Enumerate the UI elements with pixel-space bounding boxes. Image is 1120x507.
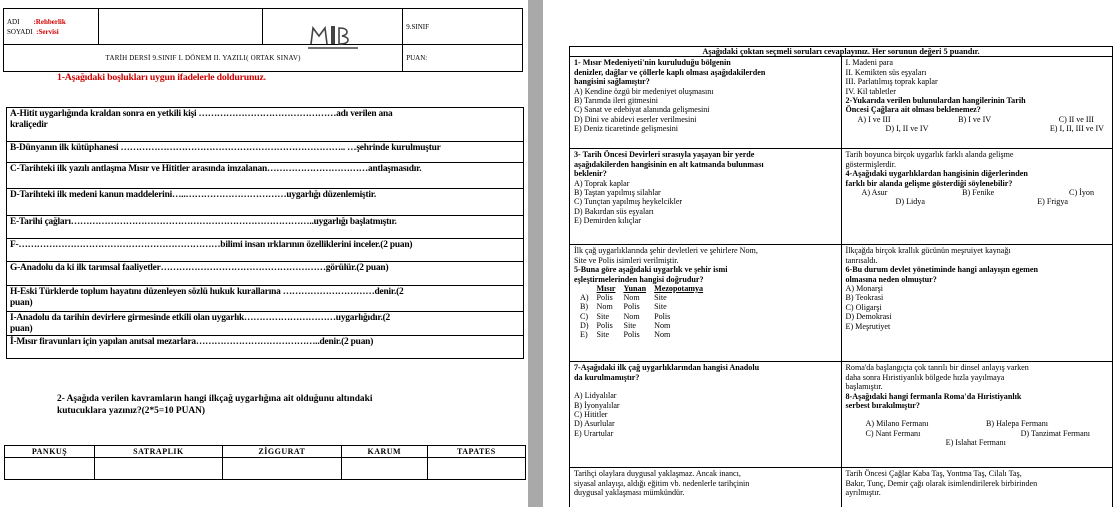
q5-stem-line: eşleştirmelerinden hangisi doğrudur?	[574, 274, 704, 284]
q5-option-row	[576, 330, 707, 339]
fill-item-row	[7, 142, 523, 163]
q8-pre-line: başlamıştır.	[845, 382, 883, 392]
q3-options	[574, 179, 837, 226]
q1-options-line: E) Deniz ticaretinde gelişmesini	[574, 124, 679, 134]
fill-item-text: C-Tarihteki ilk yazılı antlaşma Mısır ve Hititler arasında imzalanan……………………………antlaşmasıdır.	[10, 164, 422, 174]
q3-stem-line: beklenir?	[574, 169, 607, 179]
sinif-cell: 9.SINIF	[403, 9, 523, 45]
q5-header: Mısır	[596, 284, 616, 294]
q3-options-line: E) Demirden kılıçlar	[574, 216, 641, 226]
q4-stem-line: farklı bir alanda gelişme gösterdiği söylenebilir?	[845, 178, 1013, 188]
soyadi-value: :Servisi	[36, 27, 59, 36]
q7-options-line: B) İyonyalılar	[574, 400, 620, 410]
q2-items-line: IV. Kil tabletler	[845, 86, 896, 96]
q6-pre	[846, 246, 1109, 265]
q4-options-row2	[846, 197, 1109, 206]
q6-options-line: B) Teokrasi	[845, 293, 884, 303]
fill-item-text: puan)	[10, 324, 33, 334]
option-choice: D) Tanzimat Fermanı	[1020, 428, 1090, 438]
q5-stem-line: 5-Buna göre aşağıdaki uygarlık ve şehir ismi	[574, 265, 728, 275]
q5-header: Yunan	[623, 284, 647, 294]
q3-options-line: A) Toprak kaplar	[574, 178, 630, 188]
q5-cell: Polis	[596, 320, 613, 330]
q5-option-row	[576, 312, 707, 321]
q6-options-line: E) Meşrutiyet	[845, 321, 891, 331]
q5-pre	[574, 246, 837, 265]
q6-options	[846, 284, 1109, 331]
concept-header: PANKUŞ	[5, 446, 95, 458]
q7-options-line: E) Urartular	[574, 428, 614, 438]
fill-item-text: D-Tarihteki ilk medeni kanun maddelerini…..……………………………uygarlığı düzenlemiştir.	[10, 190, 377, 200]
q7-stem-line: da kurulmamıştır?	[574, 372, 640, 382]
q5-cell: Site	[596, 311, 610, 321]
q5-cell: C)	[580, 311, 589, 321]
q4-pre-line: Tarih boyunca birçok uygarlık farklı alanda gelişme	[845, 150, 1014, 160]
q6-stem-line: 6-Bu durum devlet yönetiminde hangi anlayışın egemen	[845, 265, 1038, 275]
fill-item-row	[7, 262, 523, 286]
option-choice: E) I, II, III ve IV	[1049, 124, 1104, 134]
q1-options	[574, 87, 837, 134]
exam-header-table	[3, 8, 523, 72]
option-choice: A) Asur	[861, 188, 888, 198]
exam-title: TARİH DERSİ 9.SINIF I. DÖNEM II. YAZILI( ORTAK SINAV)	[4, 45, 403, 72]
bottom-right-passage-line: Tarih Öncesi Çağlar Kaba Taş, Yontma Taş, Cilalı Taş,	[845, 469, 1022, 479]
fill-item-row	[7, 163, 523, 189]
fill-item-row	[7, 216, 523, 239]
q5-option-row	[576, 293, 707, 302]
option-choice: A) Milano Fermanı	[865, 419, 929, 429]
puan-cell: PUAN:	[403, 45, 523, 72]
adi-value: :Rehberlik	[33, 17, 66, 26]
q3-options-line: B) Taştan yapılmış silahlar	[574, 188, 661, 198]
q5-cell: Nom	[623, 293, 640, 303]
q5-cell: Nom	[654, 330, 671, 340]
adi-label: ADI	[7, 17, 20, 26]
q6-options-line: D) Demokrasi	[845, 312, 892, 322]
q3-options-line: C) Tunçtan yapılmış heykelcikler	[574, 197, 683, 207]
question-2	[841, 57, 1113, 149]
q4-stem-line: 4-Aşağıdaki uygarlıklardan hangisinin diğerlerinden	[845, 169, 1028, 179]
q8-pre-line: Roma'da başlangıçta çok tanrılı bir dinsel anlayış varken	[845, 363, 1029, 373]
concept-answer-box[interactable]	[5, 458, 95, 480]
option-choice: E) Islahat Fermanı	[945, 438, 1006, 448]
q6-options-line: A) Monarşi	[845, 284, 884, 294]
soyadi-label: SOYADI	[7, 27, 33, 36]
q7-stem-line: 7-Aşağıdaki ilk çağ uygarlıklarından hangisi Anadolu	[574, 363, 760, 373]
bottom-right-passage-line: ayrılmıştır.	[845, 488, 881, 498]
q5-cell: A)	[580, 293, 589, 303]
right-document-page	[543, 0, 1120, 507]
bottom-left-passage-line: duygusal yaklaşması mümkündür.	[574, 488, 685, 498]
question-8	[841, 362, 1113, 468]
q2-stem-line: Öncesi Çağlara ait olması beklenemez?	[845, 105, 981, 115]
q5-cell: Polis	[654, 311, 671, 321]
q5-cell: B)	[580, 302, 589, 312]
question-1	[570, 57, 842, 149]
q5-cell: Polis	[623, 302, 640, 312]
option-choice: B) I ve IV	[958, 114, 992, 124]
q5-cell: Polis	[596, 293, 613, 303]
q6-stem	[846, 265, 1109, 284]
section1-title: 1-Aşağıdaki boşlukları uygun ifadelerle doldurunuz.	[57, 72, 266, 83]
fill-item-text: I-Anadolu da tarihin devirlere girmesinde etkili olan uygarlık…………………………uygarlığıdır.(2	[10, 313, 391, 323]
q5-cell: Nom	[654, 320, 671, 330]
q1-stem-line: 1- Mısır Medeniyeti'nin kuruluduğu bölgenin	[574, 58, 731, 68]
q5-match-table	[576, 284, 707, 339]
concept-header: ZİGGURAT	[222, 446, 341, 458]
q8-stem-line: 8-Aşağıdaki hangi fermanla Roma'da Hıristiyanlık	[845, 391, 1022, 401]
q7-options-line: C) Hititler	[574, 410, 608, 420]
q8-options-row1	[846, 419, 1109, 428]
bottom-left-passage	[570, 468, 842, 507]
fill-item-text: puan)	[10, 298, 33, 308]
question-5	[570, 245, 842, 362]
q2-items-line: I. Madeni para	[845, 58, 893, 68]
option-choice: A) I ve III	[857, 114, 891, 124]
q2-items	[846, 58, 1109, 96]
concept-answer-box[interactable]	[427, 458, 525, 480]
question-6	[841, 245, 1113, 362]
section2-line2: kutucuklara yazınız?(2*5=10 PUAN)	[57, 405, 206, 416]
q1-stem-line: hangisini sağlamıştır?	[574, 77, 650, 87]
q7-options-line: A) Lidyalılar	[574, 391, 617, 401]
q1-options-line: C) Sanat ve edebiyat alanında gelişmesini	[574, 105, 710, 115]
student-info-cell	[4, 9, 99, 45]
q6-options-line: C) Oligarşi	[845, 302, 882, 312]
option-choice: B) Halepa Fermanı	[985, 419, 1048, 429]
logo-cell	[263, 9, 403, 45]
concept-header: KARUM	[341, 446, 427, 458]
q3-stem	[574, 150, 837, 178]
q5-header: Mezopotamya	[654, 284, 704, 294]
option-choice: C) Nant Fermanı	[865, 428, 921, 438]
q5-cell: Site	[654, 302, 667, 312]
q5-option-row	[576, 302, 707, 311]
q4-pre	[846, 150, 1109, 169]
option-choice: D) I, II ve IV	[885, 124, 929, 134]
question-3	[570, 149, 842, 245]
q8-options-row3	[846, 438, 1109, 447]
q1-stem	[574, 58, 837, 86]
q7-options-line: D) Asurlular	[574, 419, 615, 429]
q5-cell: Site	[623, 320, 637, 330]
fill-item-row	[7, 189, 523, 216]
question-4	[841, 149, 1113, 245]
option-choice: B) Fenike	[962, 188, 995, 198]
q6-pre-line: İlkçağda birçok krallık gücünün meşruiyet kaynağı	[845, 246, 1011, 256]
fill-item-row	[7, 286, 523, 312]
q4-pre-line: göstermişlerdir.	[845, 159, 897, 169]
bottom-left-passage-line: siyasal anlayışı, aldığı eğitim vb. nedenlerle tarihçinin	[574, 478, 750, 488]
q5-blank-header	[576, 284, 593, 293]
q2-stem	[846, 96, 1109, 115]
fill-item-row	[7, 336, 523, 358]
q5-cell: Site	[654, 293, 667, 303]
section2-instructions	[57, 394, 372, 417]
q2-options-row1	[846, 115, 1109, 124]
meb-logo-icon	[306, 22, 360, 52]
concept-answer-box[interactable]	[341, 458, 427, 480]
fill-item-text: kraliçedir	[10, 120, 48, 130]
fill-item-text: İ-Mısır firavunları için yapılan anıtsal mezarlara…………………………………..denir.(2 puan)	[10, 337, 374, 347]
q5-pre-line: Site ve Polis isimleri verilmiştir.	[574, 255, 679, 265]
fill-item-text: F-…………………………………………………………bilimi insan ırklarının özelliklerini inceler.(2 puan)	[10, 240, 413, 250]
concept-answer-box[interactable]	[95, 458, 223, 480]
q1-stem-line: denizler, dağlar ve çöllerle kaplı olması aşağıdakilerden	[574, 67, 766, 77]
q2-items-line: III. Parlatılmış toprak kaplar	[845, 77, 938, 87]
q8-options-row2	[846, 429, 1109, 438]
q5-cell: Site	[596, 330, 610, 340]
bottom-left-passage-line: Tarihçi olaylara duygusal yaklaşmaz. Ancak inancı,	[574, 469, 741, 479]
fill-item-row	[7, 108, 523, 142]
q5-cell: E)	[580, 330, 588, 340]
option-choice: E) Frigya	[1037, 197, 1068, 207]
concept-answer-table	[4, 445, 526, 480]
bottom-right-passage	[841, 468, 1113, 507]
fill-item-text: A-Hitit uygarlığında kraldan sonra en yetkili kişi ………………………………………adı verilen ana	[10, 109, 393, 119]
question-7	[570, 362, 842, 468]
q8-stem-line: serbest bırakılmıştır?	[845, 401, 920, 411]
fill-item-text: G-Anadolu da ki ilk tarımsal faaliyetler………………………………………………görülür.(2 puan)	[10, 263, 389, 273]
q5-cell: D)	[580, 320, 589, 330]
bottom-right-passage-line: Bakır, Tunç, Demir çağı olarak isimlendirilerek birbirinden	[845, 478, 1038, 488]
q1-options-line: B) Tarımda ileri gitmesini	[574, 96, 659, 106]
option-choice: C) İyon	[1069, 188, 1094, 198]
option-choice: C) II ve III	[1058, 114, 1094, 124]
q5-pre-line: İlk çağ uygarlıklarında şehir devletleri ve şehirlere Nom,	[574, 246, 758, 256]
q1-options-line: A) Kendine özgü bir medeniyet oluşmasını	[574, 86, 714, 96]
q2-stem-line: 2-Yukarıda verilen bulunulardan hangilerinin Tarih	[845, 96, 1026, 106]
q8-pre	[846, 363, 1109, 391]
q3-stem-line: 3- Tarih Öncesi Devirleri sırasıyla yaşayan bir yerde	[574, 150, 755, 160]
q7-stem	[574, 363, 837, 382]
fill-in-blank-box	[6, 107, 524, 359]
q4-options-row1	[846, 188, 1109, 197]
q1-options-line: D) Dini ve abidevi eserler verilmesini	[574, 114, 697, 124]
concept-answer-box[interactable]	[222, 458, 341, 480]
q3-options-line: D) Bakırdan süs eşyaları	[574, 206, 654, 216]
q5-header-row	[576, 284, 707, 293]
q5-stem	[574, 265, 837, 284]
fill-item-row	[7, 239, 523, 262]
q2-items-line: II. Kemikten süs eşyaları	[845, 67, 927, 77]
q4-stem	[846, 169, 1109, 188]
q5-cell: Polis	[623, 330, 640, 340]
q6-stem-line: olmasına neden olmuştur?	[845, 274, 937, 284]
section2-line1: 2- Aşağıda verilen kavramların hangi ilkçağ uygarlığına ait olduğunu altındaki	[57, 394, 373, 404]
q6-pre-line: tanrısaldı.	[845, 255, 878, 265]
fill-item-text: B-Dünyanın ilk kütüphanesi ……………………………………………………………….. …şehrinde kurulmuştur	[10, 143, 441, 153]
fill-item-row	[7, 312, 523, 336]
concept-header: SATRAPLIK	[95, 446, 223, 458]
mc-intro: Aşağıdaki çoktan seçmeli soruları cevaplayınız. Her sorunun değeri 5 puandır.	[570, 47, 1113, 57]
q2-options-row2	[846, 124, 1109, 133]
fill-item-text: H-Eski Türklerde toplum hayatını düzenleyen sözlü hukuk kurallarına …………………………denir.(2	[10, 287, 404, 297]
q3-stem-line: aşağıdakilerden hangisinin en alt katmanda bulunması	[574, 159, 764, 169]
q5-cell: Nom	[623, 311, 640, 321]
header-blank-cell	[98, 9, 263, 45]
q8-stem	[846, 392, 1109, 411]
concept-header: TAPATES	[427, 446, 525, 458]
left-document-page	[0, 0, 528, 507]
q7-options	[574, 391, 837, 438]
fill-item-text: E-Tarihi çağları……………………………………………………………………..uygarlığı başlatmıştır.	[10, 217, 397, 227]
q5-option-row	[576, 321, 707, 330]
q8-pre-line: daha sonra Hıristiyanlık bölgede hızla yayılmaya	[845, 372, 1005, 382]
multiple-choice-table	[569, 46, 1113, 507]
option-choice: D) Lidya	[895, 197, 925, 207]
q5-cell: Nom	[596, 302, 613, 312]
